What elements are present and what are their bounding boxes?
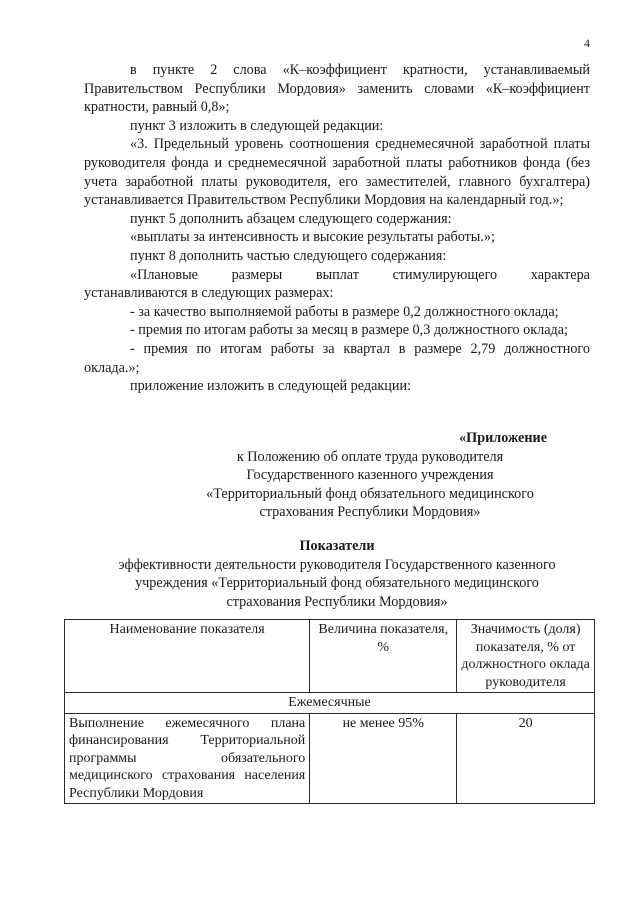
paragraph-monthly-bonus: - премия по итогам работы за месяц в размере 0,3 должностного оклада; [130,322,568,339]
indicators-subtitle-line: эффективности деятельности руководителя Государственного казенного [118,556,556,573]
word: выплат [315,266,359,283]
table-header-row [65,620,595,693]
appendix-title: «Приложение [459,430,547,446]
page-number: 4 [584,36,590,50]
table-section-row [65,693,595,714]
word: размеры [231,266,283,283]
paragraph-point-8-cont: устанавливаются в следующих размерах: [84,285,334,302]
paragraph-point-3-intro: пункт 3 изложить в следующей редакции: [130,117,384,134]
word: характера [530,266,590,283]
header-indicator-value: Величина показателя, % [310,620,457,693]
paragraph-point-8-intro: пункт 8 дополнить частью следующего содержания: [130,247,447,264]
paragraph-point-3-text: «3. Предельный уровень соотношения среднемесячной заработной платы руководителя фонда и среднемесячной заработной платы работников фонда (без учета заработной платы руководителя, его заместителей, главного бухгалтера) устанавливается Правительством Республики Мордовия на календарный год.»; [84,136,590,209]
paragraph-point-8-line [84,266,590,285]
header-indicator-name: Наименование показателя [65,620,310,693]
section-label: Ежемесячные [65,693,595,714]
word: «Плановые [130,266,198,283]
paragraph-quality: - за качество выполняемой работы в размере 0,2 должностного оклада; [130,303,559,320]
appendix-line: страхования Республики Мордовия» [259,504,481,521]
indicator-name-cell: Выполнение ежемесячного плана финансирования Территориальной программы обязательного медицинского страхования населения Республики Мордовия [65,713,310,804]
indicator-value-cell: не менее 95% [310,713,457,804]
indicators-subtitle-line: учреждения «Территориальный фонд обязательного медицинского [135,575,539,592]
appendix-line: Государственного казенного учреждения [246,467,494,484]
amendment-text [84,61,590,396]
paragraph-appendix-intro: приложение изложить в следующей редакции: [130,378,412,395]
paragraph-point-5-intro: пункт 5 дополнить абзацем следующего содержания: [130,210,452,227]
header-indicator-weight: Значимость (доля) показателя, % от должностного оклада руководителя [457,620,595,693]
appendix-header [150,429,590,522]
appendix-line: к Положению об оплате труда руководителя [236,448,504,465]
indicators-table [64,619,595,804]
word: стимулирующего [392,266,498,283]
indicators-heading [84,537,590,611]
appendix-line: «Территориальный фонд обязательного медицинского [206,485,534,502]
paragraph-point-5-text: «выплаты за интенсивность и высокие результаты работы.»; [130,229,495,246]
indicators-subtitle-line: страхования Республики Мордовия» [226,593,448,610]
table-row [65,713,595,804]
indicators-title: Показатели [299,538,375,554]
indicator-weight-cell: 20 [457,713,595,804]
paragraph-point-2: в пункте 2 слова «К–коэффициент кратности, устанавливаемый Правительством Республики Мордовия» заменить словами «К–коэффициент кратности, равный 0,8»; [84,62,590,116]
paragraph-quarterly-bonus: - премия по итогам работы за квартал в размере 2,79 должностного оклада.»; [84,340,590,376]
